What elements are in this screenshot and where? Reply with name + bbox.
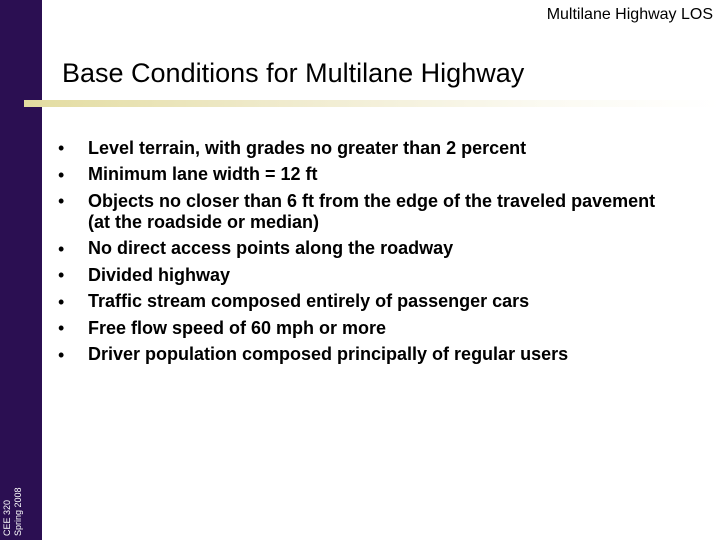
list-item [58,236,658,263]
bullet-list [58,135,658,368]
bullet-text: Driver population composed principally of regular users [88,344,569,364]
bullet-text: Traffic stream composed entirely of passenger cars [88,291,530,311]
sidebar-course: CEE 320 [2,499,12,536]
header-title: Multilane Highway LOS [546,6,713,23]
bullet-icon: • [58,265,65,285]
bullet-icon: • [58,318,65,338]
bullet-text: No direct access points along the roadway [88,238,454,258]
bullet-icon: • [58,238,65,259]
list-item [58,262,658,289]
sidebar-caption [0,436,42,536]
slide-title: Base Conditions for Multilane Highway [62,58,525,88]
bullet-text: Divided highway [88,264,231,285]
title-underline [24,100,720,107]
list-item [58,342,658,369]
bullet-text: Minimum lane width = 12 ft [88,164,318,184]
list-item [58,188,658,236]
list-item [58,135,658,162]
bullet-text: Free flow speed of 60 mph or more [88,317,387,338]
list-item [58,289,658,316]
bullet-icon: • [58,291,65,312]
list-item [58,162,658,189]
bullet-icon: • [58,138,65,158]
bullet-text: Level terrain, with grades no greater than 2 percent [88,137,527,158]
bullet-icon: • [58,164,65,185]
bullet-icon: • [58,344,65,365]
bullet-icon: • [58,191,65,211]
sidebar-term: Spring 2008 [13,487,23,536]
sidebar-band [0,0,42,540]
bullet-text: Objects no closer than 6 ft from the edge of the traveled pavement (at the roadside or median) [88,190,656,232]
list-item [58,315,658,342]
